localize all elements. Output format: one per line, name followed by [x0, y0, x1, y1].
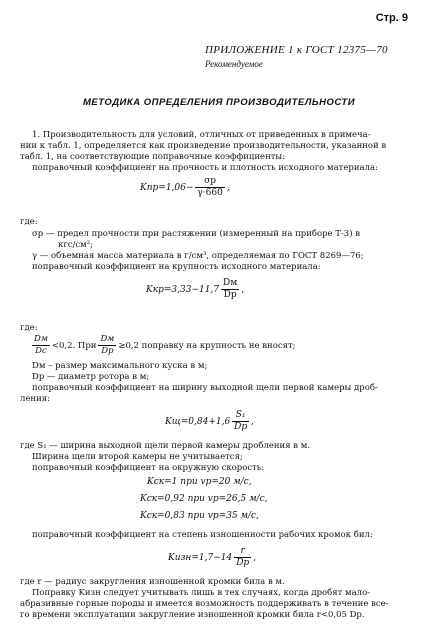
formula-tail: ,: [251, 417, 255, 427]
formula-tail: ,: [226, 183, 230, 193]
definition-line: Поправку Kизн следует учитывать лишь в тех случаях, когда дробят мало-: [32, 588, 371, 598]
definition-line: поправочный коэффициент на степень изношенности рабочих кромок бил:: [32, 530, 373, 540]
fraction: [221, 278, 239, 301]
section-heading: МЕТОДИКА ОПРЕДЕЛЕНИЯ ПРОИЗВОДИТЕЛЬНОСТИ: [83, 97, 356, 108]
definition-line: где r — радиус закругления изношенной кромки била в м.: [20, 577, 285, 587]
condition-text: ≥0,2 поправку на крупность не вносят;: [118, 341, 296, 351]
definition-line: γ — объемная масса материала в г/см³, определяемая по ГОСТ 8269—76;: [32, 251, 364, 261]
formula-lhs: Kпр=1,06−: [140, 183, 194, 193]
speed-line: Kск=0,92 при vр=26,5 м/с,: [140, 494, 268, 504]
fraction: [98, 334, 116, 357]
appendix-title: ПРИЛОЖЕНИЕ 1 к ГОСТ 12375—70: [205, 44, 388, 56]
fraction-denominator: Dр: [223, 290, 237, 300]
definition-line: абразивные горные породы и имеется возможность поддерживать в течение все-: [20, 599, 389, 609]
formula-gap: [165, 410, 254, 433]
definition-line: σр — предел прочности при растяжении (измеренный на приборе Т-3) в: [32, 229, 361, 239]
fraction-denominator: Dр: [101, 346, 114, 356]
fraction-numerator: σр: [195, 176, 224, 188]
fraction: [195, 176, 224, 199]
size-condition: [30, 334, 296, 357]
fraction-numerator: r: [234, 546, 251, 558]
paragraph-line: табл. 1, на соответствующие поправочные коэффициенты:: [20, 152, 286, 162]
definition-line: го времени эксплуатации закругление изношенной кромки била r<0,05 Dр.: [20, 610, 365, 620]
fraction: [232, 410, 249, 433]
definition-line: кгс/см²;: [58, 240, 94, 250]
definition-line: ления:: [20, 394, 50, 404]
fraction-denominator: γ·660: [197, 188, 223, 198]
recommended-label: Рекомендуемое: [205, 59, 263, 69]
paragraph-line: нии к табл. 1, определяется как произведение производительности, указанной в: [20, 141, 387, 151]
fraction-denominator: Dр: [234, 422, 248, 432]
where-label: где:: [20, 323, 38, 333]
formula-lhs: Kизн=1,7−14: [168, 553, 233, 563]
page-number: Стр. 9: [375, 12, 408, 24]
fraction: [32, 334, 50, 357]
fraction-numerator: S₁: [232, 410, 249, 422]
fraction-denominator: Dр: [236, 558, 250, 568]
fraction-numerator: Dм: [100, 334, 115, 344]
formula-strength: [140, 176, 230, 199]
formula-size: [146, 278, 244, 301]
definition-line: где S₁ — ширина выходной щели первой камеры дробления в м.: [20, 441, 311, 451]
formula-lhs: Kщ=0,84+1,6: [165, 417, 231, 427]
definition-line: поправочный коэффициент на окружную скорость:: [32, 463, 265, 473]
definition-line: поправочный коэффициент на крупность исходного материала:: [32, 262, 321, 272]
formula-tail: ,: [241, 285, 245, 295]
speed-line: Kск=0,83 при vр=35 м/с,: [140, 511, 259, 521]
where-label: где:: [20, 217, 38, 227]
definition-line: поправочный коэффициент на ширину выходной щели первой камеры дроб-: [32, 383, 378, 393]
fraction-numerator: Dм: [34, 334, 48, 344]
fraction: [234, 546, 251, 569]
definition-line: Ширина щели второй камеры не учитывается;: [32, 452, 243, 462]
fraction-denominator: Dс: [35, 346, 47, 356]
paragraph-line: 1. Производительность для условий, отличных от приведенных в примеча-: [32, 130, 371, 140]
fraction-numerator: Dм: [223, 278, 238, 288]
formula-wear: [168, 546, 256, 569]
condition-text: <0,2. При: [51, 341, 97, 351]
speed-line: Kск=1 при vр=20 м/с,: [147, 477, 252, 487]
paragraph-line: поправочный коэффициент на прочность и плотность исходного материала:: [32, 163, 378, 173]
definition-line: Dм – размер максимального куска в м;: [32, 361, 208, 371]
formula-tail: ,: [253, 553, 257, 563]
formula-lhs: Kкр=3,33−11,7: [146, 285, 220, 295]
definition-line: Dр — диаметр ротора в м;: [32, 372, 150, 382]
